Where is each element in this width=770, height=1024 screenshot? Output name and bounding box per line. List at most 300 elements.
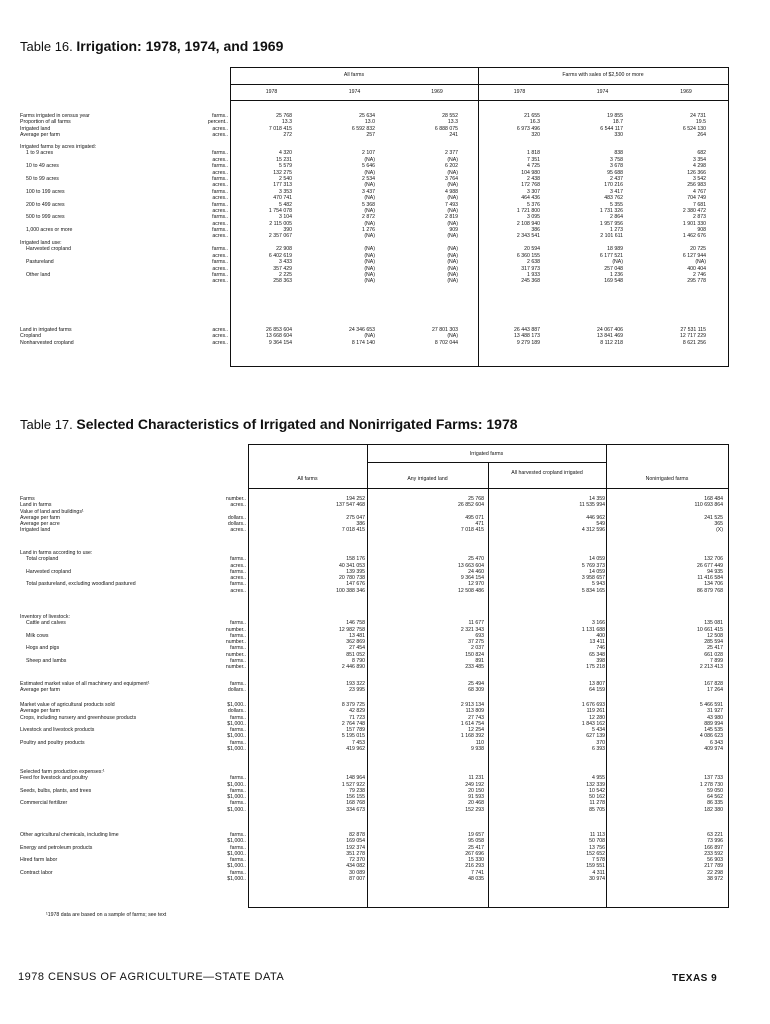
- t16-block-0-labels: [20, 113, 228, 139]
- table-cell: 2 380 472: [682, 207, 706, 214]
- table-cell: 24 731: [690, 113, 706, 119]
- t16-block-1-col-2: [396, 144, 458, 240]
- table-cell: 2 438: [527, 175, 540, 182]
- row-label-text: Farms: [20, 496, 35, 502]
- table-cell: 5 368: [362, 201, 375, 208]
- t16-block-3-col-3: [478, 327, 540, 346]
- table-cell: 26 852 604: [458, 502, 484, 509]
- row-unit: $1,000..: [227, 746, 246, 753]
- t17-block-3-col-1: [368, 681, 484, 694]
- table-cell: 137 733: [704, 775, 723, 782]
- table-cell: 28 552: [442, 113, 458, 119]
- row-unit: dollars..: [227, 708, 246, 715]
- row-unit: acres..: [212, 278, 228, 285]
- row-unit: $1,000..: [227, 733, 246, 740]
- table-cell: 264: [697, 132, 706, 139]
- table-cell: 5 646: [362, 163, 375, 170]
- table-cell: 1 462 676: [682, 233, 706, 240]
- row-unit: acres..: [230, 527, 246, 534]
- table-cell: 22 298: [707, 869, 723, 876]
- table-cell: 7 681: [693, 201, 706, 208]
- table-cell: 3 958 657: [581, 575, 605, 582]
- table-cell: 63 221: [707, 832, 723, 838]
- row-label-text: [20, 807, 225, 813]
- t17-block-4-col-1: [368, 702, 484, 752]
- table-cell: 59 050: [707, 787, 723, 794]
- table-cell: 13 668 604: [266, 333, 292, 340]
- row-label-text: Energy and petroleum products: [20, 844, 93, 851]
- table-cell: 2 115 005: [269, 220, 292, 227]
- table-cell: 5 434: [592, 727, 605, 734]
- table-cell: 30 974: [589, 876, 605, 883]
- table-cell: 241: [449, 132, 458, 139]
- row-label: [20, 527, 246, 533]
- row-label-text: Estimated market value of all machinery and equipment¹: [20, 681, 150, 687]
- t16-block-3-col-1: [313, 327, 375, 346]
- t17-block-4-col-0: [249, 702, 365, 752]
- row-label-text: Irrigated farms by acres irrigated:: [20, 144, 97, 150]
- row-label-text: Farms irrigated in census year: [20, 113, 90, 119]
- row-unit: farms..: [230, 620, 246, 627]
- row-label-text: Land in farms: [20, 502, 52, 509]
- table-cell: (NA): [447, 333, 458, 340]
- table-cell: 13 481: [349, 632, 365, 639]
- table-cell: 168 768: [346, 800, 365, 807]
- t17-block-3-col-2: [489, 681, 605, 694]
- table-cell: (NA): [364, 195, 375, 202]
- table-cell: 11 535 994: [579, 502, 605, 509]
- t16-block-1-col-3: [478, 144, 540, 240]
- table-cell: 182 380: [704, 806, 723, 813]
- t17-block-6-col-0: [249, 832, 365, 882]
- table-cell: 464 436: [521, 195, 540, 202]
- table-cell: 11 278: [589, 800, 605, 807]
- table-cell: 110: [475, 739, 484, 746]
- table-cell: 362 869: [346, 639, 365, 646]
- table-cell: 139 395: [346, 568, 365, 575]
- table-cell: 9 364 154: [268, 339, 292, 346]
- table-cell: 6 343: [710, 739, 723, 746]
- row-label-text: [20, 876, 225, 882]
- row-unit: percent..: [207, 119, 228, 126]
- table-cell: (NA): [364, 278, 375, 285]
- table-cell: 2 225: [279, 271, 292, 278]
- t17-block-1-col-0: [249, 550, 365, 594]
- row-unit: number..: [225, 496, 246, 502]
- table-cell: 132 706: [704, 556, 723, 563]
- table-cell: 2 819: [445, 214, 458, 221]
- table-cell: 20 150: [468, 787, 484, 794]
- table-cell: 4 725: [527, 163, 540, 170]
- t17-block-5-col-0: [249, 769, 365, 813]
- table-cell: (NA): [447, 207, 458, 214]
- table-cell: 258 363: [273, 278, 292, 285]
- t17-block-6-col-2: [489, 832, 605, 882]
- row-unit: acres..: [212, 327, 228, 333]
- t17-block-6-col-1: [368, 832, 484, 882]
- row-unit: farms..: [212, 175, 228, 182]
- row-label-text: Other land: [26, 271, 51, 278]
- table-cell: 5 482: [279, 201, 292, 208]
- row-unit: farms..: [230, 857, 246, 864]
- table-cell: 1 754 078: [268, 207, 292, 214]
- table-cell: 194 252: [346, 496, 365, 502]
- table-cell: 21 655: [524, 113, 540, 119]
- table-cell: 245 368: [521, 278, 540, 285]
- row-label-text: 1 to 9 acres: [26, 150, 54, 157]
- row-label-text: Average per acre: [20, 521, 60, 528]
- table-cell: 1 843 162: [581, 720, 605, 727]
- table-cell: 357 429: [273, 265, 292, 272]
- table-cell: 419 962: [346, 746, 365, 753]
- table-cell: 9 279 189: [516, 339, 540, 346]
- table-cell: 3 433: [279, 259, 292, 266]
- table-cell: 370: [596, 739, 605, 746]
- row-label-text: Average per farm: [20, 132, 60, 139]
- row-unit: farms..: [230, 727, 246, 734]
- table-cell: 25 634: [359, 113, 375, 119]
- table-cell: (NA): [447, 156, 458, 163]
- row-label-text: Land in farms according to use:: [20, 550, 93, 556]
- table-cell: (NA): [447, 278, 458, 285]
- table-cell: 86 879 768: [697, 587, 723, 594]
- table-cell: 272: [283, 132, 292, 139]
- row-label-text: Proportion of all farms: [20, 119, 71, 126]
- table-cell: 79 238: [349, 787, 365, 794]
- row-unit: $1,000..: [227, 720, 246, 727]
- table-cell: 119 261: [586, 708, 605, 715]
- table-cell: (NA): [447, 271, 458, 278]
- table-cell: 233 485: [465, 664, 484, 671]
- row-label: [20, 340, 228, 346]
- table-cell: 8 379 725: [341, 702, 365, 708]
- row-unit: farms..: [230, 832, 246, 838]
- table-cell: 169 548: [604, 278, 623, 285]
- row-unit: $1,000..: [227, 838, 246, 845]
- row-label-text: Irrigated land use:: [20, 240, 62, 246]
- row-unit: acres..: [212, 333, 228, 340]
- table-cell: 446 962: [586, 514, 605, 521]
- table-cell: 1 131 688: [581, 626, 605, 633]
- table-cell: 11 416 584: [697, 575, 723, 582]
- row-unit: farms..: [230, 556, 246, 563]
- table-cell: 400: [596, 632, 605, 639]
- table-cell: 134 706: [704, 581, 723, 588]
- table-cell: 4 298: [693, 163, 706, 170]
- table-cell: 2 101 611: [600, 233, 623, 240]
- table-16-group-sales: Farms with sales of $2,500 or more: [562, 72, 644, 78]
- row-label-text: Livestock and livestock products: [20, 727, 95, 734]
- table-17-group-irrigated: Irrigated farms: [469, 451, 504, 457]
- row-label: [20, 746, 246, 752]
- table-cell: 390: [283, 227, 292, 234]
- table-cell: (NA): [364, 333, 375, 340]
- table-cell: 6 127 944: [682, 252, 706, 259]
- table-cell: 11 113: [589, 832, 605, 838]
- row-unit: farms..: [212, 271, 228, 278]
- table-cell: 132 275: [273, 169, 292, 176]
- row-label-text: [20, 233, 210, 239]
- table-cell: 257: [366, 132, 375, 139]
- row-unit: acres..: [212, 339, 228, 346]
- row-unit: acres..: [212, 169, 228, 176]
- t17-block-5-col-1: [368, 769, 484, 813]
- table-cell: 19 855: [607, 113, 623, 119]
- table-17-bottom-rule: [248, 907, 728, 908]
- row-unit: farms..: [230, 632, 246, 639]
- table-cell: 4 086 623: [699, 733, 723, 740]
- table-cell: 13 411: [589, 639, 605, 646]
- table-cell: 6 177 521: [599, 252, 623, 259]
- table-17-header-rule: [248, 488, 728, 489]
- table-cell: 549: [596, 521, 605, 528]
- table-cell: 95 058: [468, 838, 484, 845]
- table-cell: 5 579: [279, 163, 292, 170]
- table-cell: 7 018 415: [460, 527, 484, 534]
- table-cell: 13 756: [589, 844, 605, 851]
- table-cell: 23 995: [349, 687, 365, 694]
- table-16-year-1969: 1969: [431, 89, 443, 95]
- row-unit: $1,000..: [227, 794, 246, 801]
- table-17-footnote: ¹1978 data are based on a sample of farms; see text: [46, 912, 167, 918]
- table-cell: 2 872: [362, 214, 375, 221]
- row-unit: $1,000..: [227, 876, 246, 883]
- table-cell: 704 749: [687, 195, 706, 202]
- table-cell: 12 717 229: [680, 333, 706, 340]
- row-unit: farms..: [212, 246, 228, 253]
- table-cell: 267 696: [465, 850, 484, 857]
- t17-block-4-col-3: [607, 702, 723, 752]
- t17-block-0-col-0: [249, 496, 365, 534]
- table-cell: 1 957 956: [599, 220, 623, 227]
- row-label-text: Total cropland: [26, 556, 59, 563]
- table-cell: 3 104: [279, 214, 292, 221]
- t17-block-0-col-2: [489, 496, 605, 534]
- row-unit: farms..: [230, 681, 246, 687]
- table-cell: 18.7: [612, 119, 623, 126]
- row-label-text: Average per farm: [20, 514, 60, 521]
- row-unit: acres..: [212, 207, 228, 214]
- row-label-text: Land in irrigated farms: [20, 327, 72, 333]
- table-cell: 135 081: [704, 620, 723, 627]
- table-cell: 3 166: [592, 620, 605, 627]
- table-17-right-rule: [728, 444, 729, 908]
- table-cell: 19 657: [468, 832, 484, 838]
- table-cell: 13 663 604: [458, 562, 484, 569]
- row-unit: $1,000..: [227, 850, 246, 857]
- row-unit: acres..: [212, 195, 228, 202]
- table-cell: 126 366: [687, 169, 706, 176]
- row-unit: acres..: [212, 233, 228, 240]
- table-cell: 20 725: [690, 246, 706, 253]
- table-cell: 275 047: [346, 514, 365, 521]
- table-cell: 409 974: [704, 746, 723, 753]
- table-cell: 37 275: [468, 639, 484, 646]
- table-cell: (NA): [695, 259, 706, 266]
- table-16-year-1978: 1978: [265, 89, 278, 95]
- table-cell: 2 357 067: [268, 233, 292, 240]
- table-cell: 152 652: [586, 850, 605, 857]
- table-cell: 6 402 619: [268, 252, 292, 259]
- row-unit: farms..: [212, 163, 228, 170]
- row-label: [20, 876, 246, 882]
- t16-block-2-labels: [20, 240, 228, 285]
- table-cell: (NA): [364, 233, 375, 240]
- table-cell: 1 731 326: [599, 207, 623, 214]
- table-cell: (NA): [364, 246, 375, 253]
- table-cell: 5 769 373: [581, 562, 605, 569]
- table-cell: 30 089: [349, 869, 365, 876]
- table-cell: 16.3: [529, 119, 540, 126]
- table-cell: 24 460: [468, 568, 484, 575]
- table-cell: 285 594: [704, 639, 723, 646]
- row-label: [20, 588, 246, 594]
- row-label-text: 1,000 acres or more: [26, 227, 73, 234]
- table-cell: 12 508: [707, 632, 723, 639]
- row-unit: farms..: [230, 714, 246, 721]
- table-cell: 295 778: [687, 278, 706, 285]
- table-cell: 3 353: [279, 188, 292, 195]
- table-cell: 2 864: [610, 214, 623, 221]
- table-cell: 146 758: [346, 620, 365, 627]
- table-cell: 6 524 130: [682, 125, 706, 132]
- table-cell: 3 095: [527, 214, 540, 221]
- table-cell: 56 903: [707, 857, 723, 864]
- row-unit: acres..: [230, 562, 246, 569]
- table-cell: 661 028: [704, 651, 723, 658]
- row-unit: acres..: [212, 265, 228, 272]
- t17-block-4-labels: [20, 702, 246, 752]
- table-cell: 7 018 415: [341, 527, 365, 534]
- row-unit: farms..: [230, 800, 246, 807]
- row-unit: acres..: [230, 587, 246, 594]
- table-cell: 38 972: [707, 876, 723, 883]
- table-cell: 2 108 940: [516, 220, 540, 227]
- row-unit: number..: [225, 651, 246, 658]
- table-cell: 5 466 591: [699, 702, 723, 708]
- t16-block-2-col-0: [230, 240, 292, 285]
- table-cell: 9 938: [471, 746, 484, 753]
- table-cell: 168 484: [704, 496, 723, 502]
- table-16-group-all: All farms: [343, 72, 365, 78]
- row-label-text: Average per farm: [20, 687, 60, 694]
- table-cell: 5 195 015: [341, 733, 365, 740]
- table-cell: 15 231: [276, 156, 292, 163]
- table-cell: 148 964: [346, 775, 365, 782]
- table-cell: 5 834 165: [581, 587, 605, 594]
- table-cell: 249 192: [465, 781, 484, 788]
- row-unit: farms..: [230, 869, 246, 876]
- row-label-text: 100 to 199 acres: [26, 188, 65, 195]
- table-cell: 13.0: [364, 119, 375, 126]
- table-cell: 27 454: [349, 645, 365, 652]
- table-16-title: [20, 38, 283, 54]
- row-unit: farms..: [230, 658, 246, 665]
- table-cell: 5 943: [592, 581, 605, 588]
- table-cell: 7 351: [527, 156, 540, 163]
- table-cell: 15 330: [468, 857, 484, 864]
- footer-page-number: TEXAS 9: [672, 973, 718, 984]
- table-cell: 3 437: [362, 188, 375, 195]
- table-cell: 1 614 754: [460, 720, 484, 727]
- table-cell: 137 547 468: [336, 502, 365, 509]
- table-cell: 25 470: [468, 556, 484, 563]
- row-unit: number..: [225, 639, 246, 646]
- table-cell: 64 159: [589, 687, 605, 694]
- table-cell: 40 341 053: [339, 562, 365, 569]
- row-label-text: Pastureland: [26, 259, 54, 266]
- table-cell: 12 970: [468, 581, 484, 588]
- table-cell: 167 828: [704, 681, 723, 687]
- table-cell: 169 054: [346, 838, 365, 845]
- table-cell: (NA): [364, 207, 375, 214]
- row-unit: acres..: [212, 132, 228, 139]
- table-cell: (NA): [364, 169, 375, 176]
- table-cell: (NA): [364, 182, 375, 189]
- table-cell: (X): [716, 527, 723, 534]
- table-cell: 7 741: [471, 869, 484, 876]
- table-cell: 8 112 218: [600, 339, 623, 346]
- row-unit: farms..: [212, 227, 228, 234]
- table-cell: 26 443 887: [514, 327, 540, 333]
- table-cell: 11 677: [468, 620, 484, 627]
- row-label-text: Total pastureland, excluding woodland pastured: [26, 581, 136, 588]
- table-17-col-all-farms: All farms: [297, 476, 318, 482]
- row-unit: acres..: [212, 125, 228, 132]
- row-label-text: 50 to 99 acres: [26, 175, 59, 182]
- table-cell: 172 768: [521, 182, 540, 189]
- table-17-col-all-harvested: All harvested cropland irrigated: [511, 470, 583, 476]
- table-16-caption: Table 16.: [20, 39, 73, 54]
- table-cell: 85 705: [589, 806, 605, 813]
- table-cell: 27 743: [468, 714, 484, 721]
- table-cell: 400 404: [687, 265, 706, 272]
- table-cell: 18 989: [607, 246, 623, 253]
- table-cell: 42 829: [349, 708, 365, 715]
- table-cell: 2 446 890: [341, 664, 365, 671]
- row-label-text: Cropland: [20, 333, 42, 340]
- t16-block-0-col-2: [396, 113, 458, 139]
- table-cell: 470 741: [273, 195, 292, 202]
- table-cell: 216 293: [465, 863, 484, 870]
- t16-block-3-col-0: [230, 327, 292, 346]
- t17-block-3-col-0: [249, 681, 365, 694]
- row-label: [20, 278, 228, 284]
- table-cell: (NA): [364, 220, 375, 227]
- t17-block-5-col-3: [607, 769, 723, 813]
- t17-block-5-col-2: [489, 769, 605, 813]
- row-unit: $1,000..: [227, 863, 246, 870]
- t16-block-3-col-4: [561, 327, 623, 346]
- t17-block-0-labels: [20, 496, 246, 534]
- table-cell: 7 453: [352, 739, 365, 746]
- table-cell: 2 107: [362, 150, 375, 157]
- table-cell: 6 888 075: [434, 125, 458, 132]
- row-unit: dollars..: [227, 514, 246, 521]
- table-cell: 31 927: [707, 708, 723, 715]
- table-cell: 157 789: [346, 727, 365, 734]
- table-cell: 1 818: [527, 150, 540, 157]
- row-label-text: Hogs and pigs: [26, 645, 60, 652]
- table-cell: 3 542: [693, 175, 706, 182]
- table-cell: 1 278 730: [699, 781, 723, 788]
- table-cell: 693: [475, 632, 484, 639]
- table-cell: 3 354: [693, 156, 706, 163]
- table-cell: (NA): [364, 265, 375, 272]
- table-cell: (NA): [447, 169, 458, 176]
- table-cell: 6 973 496: [516, 125, 540, 132]
- table-cell: 746: [596, 645, 605, 652]
